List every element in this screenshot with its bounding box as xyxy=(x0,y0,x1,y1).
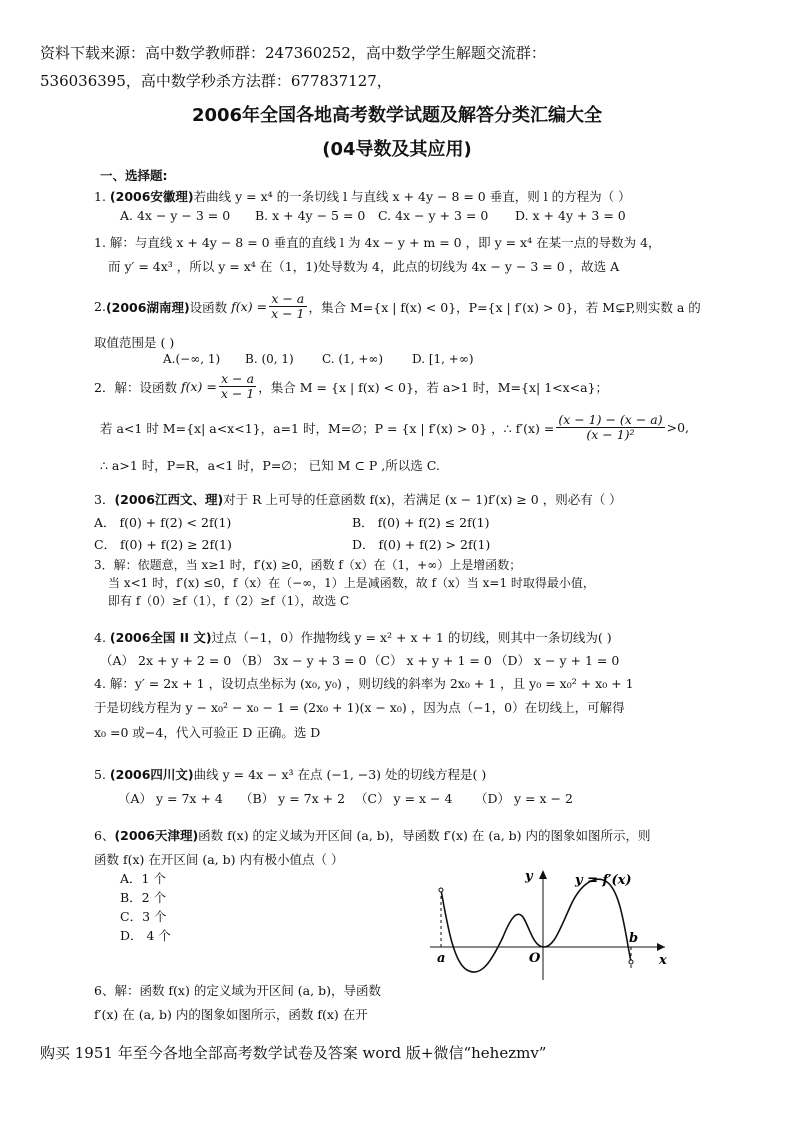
section-heading: 一、选择题: xyxy=(100,168,168,183)
question-6-source: (2006天津理) xyxy=(114,828,199,843)
question-3-option-d: D． f(0) + f(2) > 2f(1) xyxy=(352,537,491,552)
question-6-stem-1: 函数 f(x) 的定义域为开区间 (a, b)，导函数 f′(x) 在 (a, b) 内的图象如图所示，则 xyxy=(198,828,651,843)
fraction-numerator: x − a xyxy=(219,372,256,387)
curve-label: y = f′(x) xyxy=(575,873,632,888)
x-axis-arrow xyxy=(657,943,665,951)
solution-lead: 2．解：设函数 xyxy=(94,379,177,395)
question-3: 3．(2006江西文、理)对于 R 上可导的任意函数 f(x)，若满足 (x − 1)f′(x) ≥ 0 ，则必有（ ） xyxy=(94,492,622,507)
question-5-source: (2006四川文) xyxy=(109,767,194,782)
question-2-fx: f(x) = xyxy=(231,299,268,315)
question-1-option-c: C. 4x − y + 3 = 0 xyxy=(378,208,489,223)
question-3-stem: 对于 R 上可导的任意函数 f(x)，若满足 (x − 1)f′(x) ≥ 0 ，则必有（ ） xyxy=(223,492,622,507)
question-3-source: (2006江西文、理) xyxy=(114,492,224,507)
b-label: b xyxy=(629,931,639,946)
question-6-stem-2: 函数 f(x) 在开区间 (a, b) 内有极小值点（ ） xyxy=(94,852,344,867)
question-3-solution-2: 当 x<1 时，f′(x) ≤0，f（x）在（−∞，1）上是减函数，故 f（x）当 x=1 时取得最小值， xyxy=(108,576,595,590)
solution-text-end: >0, xyxy=(666,420,690,436)
question-3-option-c: C． f(0) + f(2) ≥ 2f(1) xyxy=(94,537,232,552)
open-endpoint-a xyxy=(439,888,443,892)
derivative-graph xyxy=(425,862,685,982)
solution-fx: f(x) = xyxy=(180,379,217,395)
question-1-stem: 若曲线 y = x⁴ 的一条切线 l 与直线 x + 4y − 8 = 0 垂直，则 l 的方程为（ ） xyxy=(193,189,631,204)
question-4-option-a: （A） 2x + y + 2 = 0 xyxy=(100,653,232,668)
solution-fraction xyxy=(219,372,256,402)
question-3-solution-3: 即有 f（0）≥f（1），f（2）≥f（1），故选 C xyxy=(108,594,350,608)
header-line-2: 536036395，高中数学秒杀方法群：677837127， xyxy=(40,72,392,90)
question-2-option-d: D. [1, +∞) xyxy=(412,352,474,366)
question-1: 1. (2006安徽理)若曲线 y = x⁴ 的一条切线 l 与直线 x + 4y − 8 = 0 垂直，则 l 的方程为（ ） xyxy=(94,189,631,204)
solution-derivative-fraction xyxy=(556,413,664,443)
question-2-option-c: C. (1, +∞) xyxy=(322,352,384,366)
question-6-option-a: A．1 个 xyxy=(120,871,166,886)
question-6-solution-2: f′(x) 在 (a, b) 内的图象如图所示，函数 f(x) 在开 xyxy=(94,1007,368,1022)
question-4-option-c: （C） x + y + 1 = 0 xyxy=(368,653,492,668)
question-3-option-b: B． f(0) + f(2) ≤ 2f(1) xyxy=(352,515,490,530)
question-2-source: (2006湖南理) xyxy=(105,299,190,315)
page-title: 2006年全国各地高考数学试题及解答分类汇编大全 xyxy=(191,105,603,126)
question-5: 5. (2006四川文)曲线 y = 4x − x³ 在点 (−1, −3) 处的切线方程是( ) xyxy=(94,767,487,782)
question-1-option-d: D. x + 4y + 3 = 0 xyxy=(515,208,626,223)
question-1-option-a: A. 4x − y − 3 = 0 xyxy=(120,208,231,223)
header-line-1: 资料下载来源：高中数学教师群：247360252，高中数学学生解题交流群： xyxy=(40,44,546,62)
question-4: 4. (2006全国 II 文)过点（−1，0）作抛物线 y = x² + x + 1 的切线，则其中一条切线为( ) xyxy=(94,630,612,645)
a-label: a xyxy=(437,951,446,966)
question-2-solution-1 xyxy=(94,372,608,402)
question-4-solution-1: 4. 解：y′ = 2x + 1 ，设切点坐标为 (x₀, y₀) ，则切线的斜率为 2x₀ + 1 ，且 y₀ = x₀² + x₀ + 1 xyxy=(94,676,634,691)
origin-label: O xyxy=(529,951,541,966)
question-5-stem: 曲线 y = 4x − x³ 在点 (−1, −3) 处的切线方程是( ) xyxy=(193,767,487,782)
y-axis-label: y xyxy=(525,869,533,884)
question-4-option-b: （B） 3x − y + 3 = 0 xyxy=(235,653,367,668)
open-endpoint-b xyxy=(629,960,633,964)
question-4-solution-2: 于是切线方程为 y − x₀² − x₀ − 1 = (2x₀ + 1)(x − x₀) ，因为点（−1，0）在切线上，可解得 xyxy=(94,700,625,715)
fraction-denominator: (x − 1)² xyxy=(586,427,635,443)
question-4-solution-3: x₀ =0 或−4，代入可验正 D 正确。选 D xyxy=(94,725,321,740)
question-6-number: 6、 xyxy=(94,828,115,843)
y-axis-arrow xyxy=(539,870,547,879)
question-5-option-c: （C） y = x − 4 xyxy=(355,791,453,806)
question-1-solution-1: 1. 解：与直线 x + 4y − 8 = 0 垂直的直线 l 为 4x − y + m = 0 ，即 y = x⁴ 在某一点的导数为 4， xyxy=(94,235,661,250)
question-1-source: (2006安徽理) xyxy=(109,189,194,204)
fraction-denominator: x − 1 xyxy=(271,306,305,322)
page-subtitle: (04导数及其应用) xyxy=(322,139,472,160)
question-6-option-d: D． 4 个 xyxy=(120,928,171,943)
question-2-rest: ，集合 M={x | f(x) < 0}，P={x | f′(x) > 0}，若 M⊊P,则实数 a 的 xyxy=(308,299,701,315)
question-3-option-a: A． f(0) + f(2) < 2f(1) xyxy=(94,515,232,530)
solution-text: 若 a<1 时 M={x| a<x<1}，a=1 时，M=∅；P = {x | f′(x) > 0} ，∴ f′(x) = xyxy=(100,420,555,436)
question-1-option-b: B. x + 4y − 5 = 0 xyxy=(255,208,366,223)
question-4-option-d: （D） x − y + 1 = 0 xyxy=(495,653,620,668)
question-1-solution-2: 而 y′ = 4x³ ，所以 y = x⁴ 在（1，1)处导数为 4，此点的切线为 4x − y − 3 = 0 ，故选 A xyxy=(108,259,620,274)
x-axis-label: x xyxy=(659,953,667,968)
fraction-numerator: x − a xyxy=(269,292,306,307)
question-2-lead: 设函数 xyxy=(189,299,228,315)
question-5-option-a: （A） y = 7x + 4 xyxy=(118,791,223,806)
fraction-denominator: x − 1 xyxy=(220,386,255,402)
question-5-option-d: （D） y = x − 2 xyxy=(475,791,573,806)
solution-rest: ，集合 M = {x | f(x) < 0}，若 a>1 时，M={x| 1<x<a}； xyxy=(258,379,609,395)
question-6-option-c: C．3 个 xyxy=(120,909,167,924)
question-6-solution-1: 6、解：函数 f(x) 的定义域为开区间 (a, b)，导函数 xyxy=(94,983,381,998)
question-2-option-a: A.(−∞, 1) xyxy=(163,352,221,366)
question-2-option-b: B. (0, 1) xyxy=(245,352,294,366)
fraction-numerator: (x − 1) − (x − a) xyxy=(558,412,663,427)
question-4-stem: 过点（−1，0）作抛物线 y = x² + x + 1 的切线，则其中一条切线为( ) xyxy=(211,630,612,645)
footer-note: 购买 1951 年至今各地全部高考数学试卷及答案 word 版+微信“hehezmv” xyxy=(40,1044,547,1062)
question-4-source: (2006全国 II 文) xyxy=(109,630,212,645)
question-2-solution-2 xyxy=(100,413,689,443)
question-2-line-2: 取值范围是 ( ) xyxy=(94,335,175,350)
question-3-solution-1: 3．解：依题意，当 x≥1 时，f′(x) ≥0，函数 f（x）在（1，+∞）上是增函数； xyxy=(94,558,522,572)
question-2-fraction xyxy=(269,292,306,322)
question-2: 2. (2006湖南理) 设函数 f(x) = $\frac{x - a}{x - 1}$ ，集合 M={x | f(x) < 0}，P={x | f′(x) > 0}，若 M⊊P,则实数 a 的 xyxy=(94,291,701,322)
question-6 xyxy=(94,826,651,844)
question-5-option-b: （B） y = 7x + 2 xyxy=(240,791,346,806)
question-2-solution-3: ∴ a>1 时，P=R，a<1 时，P=∅； 已知 M ⊂ P ,所以选 C. xyxy=(100,458,440,473)
question-6-option-b: B．2 个 xyxy=(120,890,167,905)
